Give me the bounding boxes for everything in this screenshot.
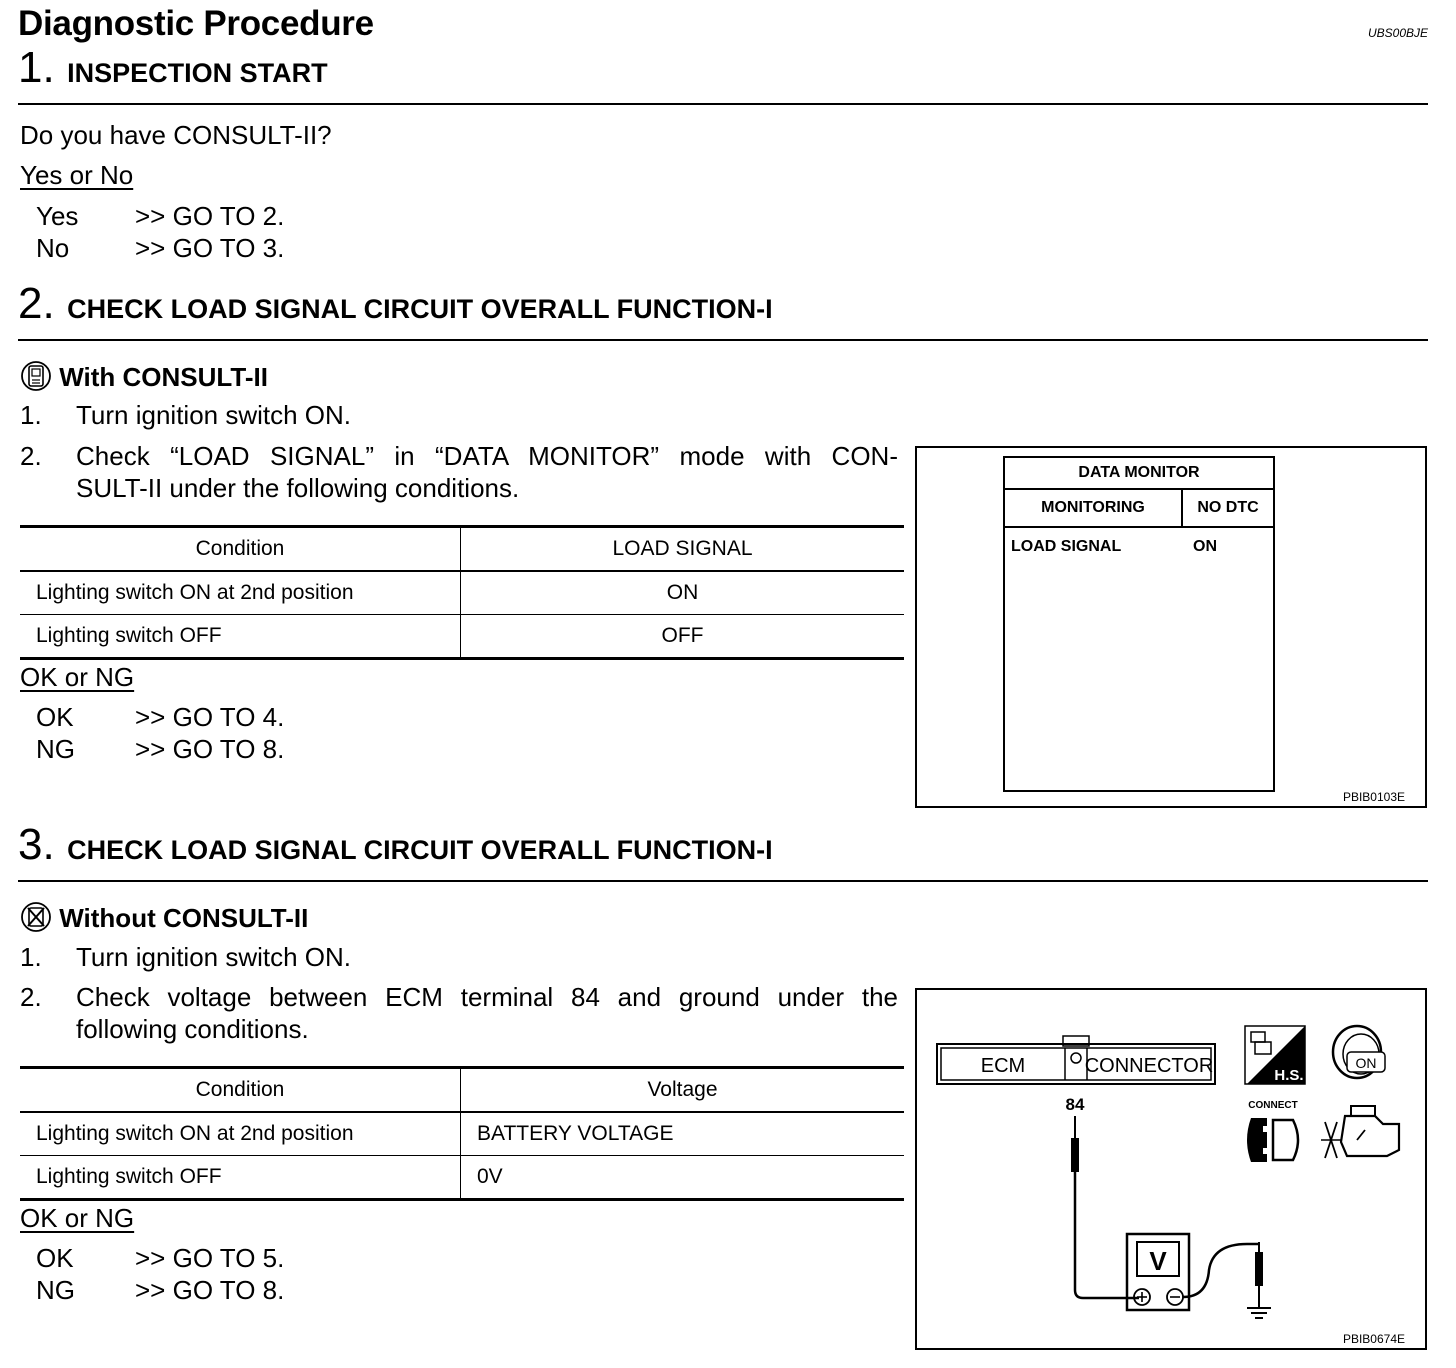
table-header-condition: Condition — [20, 527, 461, 572]
table-cell-condition: Lighting switch ON at 2nd position — [20, 571, 461, 615]
step-3-answer-ng: NG — [36, 1275, 75, 1305]
table-cell-value: BATTERY VOLTAGE — [461, 1112, 905, 1156]
step-1-answer-no — [36, 233, 69, 264]
step-1-title: INSPECTION START — [67, 58, 328, 88]
no-consult-icon — [20, 901, 52, 933]
answer-label: No — [36, 233, 70, 263]
connect-icon — [1247, 1100, 1298, 1162]
negative-lead — [1183, 1244, 1259, 1297]
step-3-answer-ok: OK — [36, 1243, 74, 1273]
table-header-row — [20, 527, 904, 572]
step-3-instruction-2-line1: Check voltage between ECM terminal 84 and ground under the — [76, 982, 898, 1012]
step-2-answer-ok: OK — [36, 702, 74, 732]
table-header-value: Voltage — [461, 1068, 905, 1113]
figure-code: PBIB0674E — [1342, 1332, 1405, 1346]
ecm-connector-diagram — [917, 990, 1425, 1348]
document-id: UBS00BJE — [1367, 26, 1428, 40]
step-3-mode-label: Without CONSULT-II — [59, 903, 309, 933]
ignition-on-icon — [1333, 1026, 1385, 1078]
answer-label: Yes — [36, 201, 79, 231]
step-2-mode-label: With CONSULT-II — [59, 362, 268, 392]
on-label: ON — [1355, 1055, 1377, 1071]
step-3-spec-table — [20, 1066, 904, 1201]
step-3-instruction-1: Turn ignition switch ON. — [76, 942, 352, 972]
step-3-answer-ng-action: >> GO TO 8. — [135, 1275, 285, 1305]
table-cell-value: ON — [461, 571, 905, 615]
step-3-choice-label: OK or NG — [20, 1203, 135, 1233]
step-3-mode — [20, 901, 308, 934]
step-1-heading — [18, 43, 328, 92]
step-3-rule — [18, 880, 1428, 882]
data-monitor-screen — [1003, 456, 1275, 792]
step-2-answer-ng: NG — [36, 734, 75, 764]
hs-label: H.S. — [1274, 1067, 1304, 1084]
data-monitor-figure — [915, 446, 1427, 808]
step-2-instruction-2-line1: Check “LOAD SIGNAL” in “DATA MONITOR” mode with CON- — [76, 441, 898, 471]
table-header-value: LOAD SIGNAL — [461, 527, 905, 572]
data-monitor-col-monitoring: MONITORING — [1005, 490, 1183, 528]
step-1-answer-yes-action: >> GO TO 2. — [135, 201, 285, 231]
terminal-84-pin — [1071, 1053, 1081, 1063]
step-2-choice-label: OK or NG — [20, 662, 135, 692]
step-2-instruction-1: Turn ignition switch ON. — [76, 400, 352, 430]
step-3-instruction-2-num: 2. — [20, 982, 42, 1012]
step-1-number: 1. — [18, 43, 55, 92]
step-1-answer-yes — [36, 201, 78, 232]
data-monitor-title: DATA MONITOR — [1005, 458, 1273, 490]
ground-icon — [1247, 1308, 1271, 1318]
step-2-instruction-1-num: 1. — [20, 400, 42, 430]
step-2-number: 2. — [18, 279, 55, 328]
connect-label: CONNECT — [1248, 1100, 1298, 1111]
table-row — [20, 1112, 904, 1156]
step-2-title: CHECK LOAD SIGNAL CIRCUIT OVERALL FUNCTION-I — [67, 294, 773, 324]
ecm-label: ECM — [980, 1055, 1026, 1077]
step-2-answer-ng-action: >> GO TO 8. — [135, 734, 285, 764]
step-1-choice-label: Yes or No — [20, 160, 134, 190]
step-3-heading — [18, 820, 773, 869]
table-cell-value: 0V — [461, 1156, 905, 1200]
step-3-instruction-1-num: 1. — [20, 942, 42, 972]
table-header-condition: Condition — [20, 1068, 461, 1113]
step-3-title: CHECK LOAD SIGNAL CIRCUIT OVERALL FUNCTION-I — [67, 835, 773, 865]
step-2-rule — [18, 339, 1428, 341]
step-2-spec-table — [20, 525, 904, 660]
terminal-label: 84 — [1065, 1095, 1085, 1114]
table-cell-condition: Lighting switch ON at 2nd position — [20, 1112, 461, 1156]
table-header-row — [20, 1068, 904, 1113]
step-2-answer-ok-action: >> GO TO 4. — [135, 702, 285, 732]
step-1-rule — [18, 103, 1428, 105]
step-2-instruction-2-num: 2. — [20, 441, 42, 471]
data-monitor-item-value: ON — [1193, 538, 1217, 555]
step-2-mode — [20, 360, 268, 393]
step-3-answer-ok-action: >> GO TO 5. — [135, 1243, 285, 1273]
step-1-question: Do you have CONSULT-II? — [20, 120, 332, 150]
step-3-number: 3. — [18, 820, 55, 869]
engine-icon — [1321, 1106, 1399, 1158]
data-monitor-item-name: LOAD SIGNAL — [1011, 538, 1122, 555]
step-1-answer-no-action: >> GO TO 3. — [135, 233, 285, 263]
probe-icon — [1071, 1138, 1079, 1172]
table-row — [20, 571, 904, 615]
step-3-instruction-2-line2: following conditions. — [76, 1014, 309, 1044]
page-title: Diagnostic Procedure — [18, 4, 374, 43]
table-cell-condition: Lighting switch OFF — [20, 1156, 461, 1200]
table-row — [20, 615, 904, 659]
table-cell-value: OFF — [461, 615, 905, 659]
table-row — [20, 1156, 904, 1200]
table-cell-condition: Lighting switch OFF — [20, 615, 461, 659]
step-2-heading — [18, 279, 773, 328]
data-monitor-col-status: NO DTC — [1183, 490, 1273, 528]
connector-label: CONNECTOR — [1084, 1055, 1214, 1077]
harness-side-icon — [1245, 1026, 1305, 1084]
step-2-instruction-2-line2: SULT-II under the following conditions. — [76, 473, 520, 503]
ecm-voltage-figure — [915, 988, 1427, 1350]
figure-code: PBIB0103E — [1342, 790, 1405, 804]
consult-tool-icon — [20, 360, 52, 392]
voltmeter-symbol: V — [1149, 1246, 1167, 1276]
